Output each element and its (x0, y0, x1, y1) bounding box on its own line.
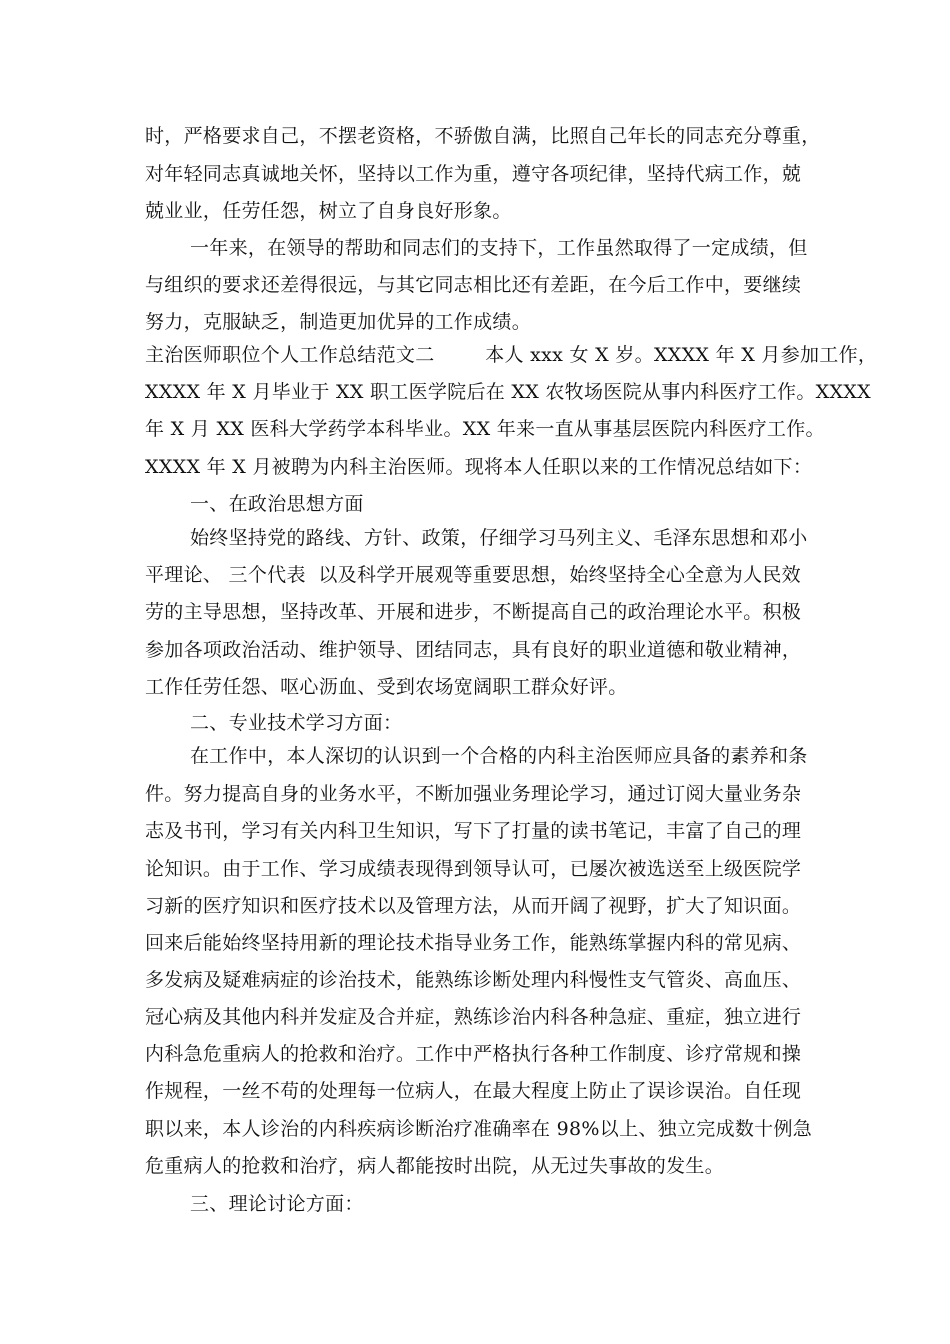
text-line: 始终坚持党的路线、方针、政策，仔细学习马列主义、毛泽东思想和邓小 (190, 527, 808, 549)
section-heading: 一、在政治思想方面 (190, 493, 364, 515)
text-line: 职以来，本人诊治的内科疾病诊断治疗准确率在 98%以上、独立完成数十例急 (145, 1118, 813, 1140)
text-line: 工作任劳任怨、呕心沥血、受到农场宽阔职工群众好评。 (145, 676, 628, 698)
text-line: 志及书刊，学习有关内科卫生知识，写下了打量的读书笔记，丰富了自己的理 (145, 820, 802, 842)
text-line: 一年来，在领导的帮助和同志们的支持下，工作虽然取得了一定成绩，但 (190, 237, 808, 259)
text-line: 习新的医疗知识和医疗技术以及管理方法，从而开阔了视野，扩大了知识面。 (145, 895, 802, 917)
text-line: 作规程，一丝不苟的处理每一位病人，在最大程度上防止了误诊误治。自任现 (145, 1080, 802, 1102)
text-line: XXXX 年 X 月毕业于 XX 职工医学院后在 XX 农牧场医院从事内科医疗工作。XXXX (145, 381, 871, 403)
text-line: 内科急危重病人的抢救和治疗。工作中严格执行各种工作制度、诊疗常规和操 (145, 1043, 802, 1065)
text-line: 件。努力提高自身的业务水平，不断加强业务理论学习，通过订阅大量业务杂 (145, 783, 802, 805)
text-line: 参加各项政治活动、维护领导、团结同志，具有良好的职业道德和敬业精神， (145, 639, 802, 661)
text-line: 对年轻同志真诚地关怀，坚持以工作为重，遵守各项纪律，坚持代病工作，兢 (145, 163, 802, 185)
text-line: 在工作中，本人深切的认识到一个合格的内科主治医师应具备的素养和条 (190, 745, 808, 767)
text-line: 努力，克服缺乏，制造更加优异的工作成绩。 (145, 311, 532, 333)
text-line: 危重病人的抢救和治疗，病人都能按时出院，从无过失事故的发生。 (145, 1155, 725, 1177)
section-heading: 三、理论讨论方面： (190, 1193, 364, 1215)
text-line: 多发病及疑难病症的诊治技术，能熟练诊断处理内科慢性支气管炎、高血压、 (145, 969, 802, 991)
text-line: 时，严格要求自己，不摆老资格，不骄傲自满，比照自己年长的同志充分尊重， (145, 125, 821, 147)
text-line: 冠心病及其他内科并发症及合并症，熟练诊治内科各种急症、重症，独立进行 (145, 1006, 802, 1028)
text-line: 与组织的要求还差得很远，与其它同志相比还有差距，在今后工作中，要继续 (145, 274, 802, 296)
text-line: 年 X 月 XX 医科大学药学本科毕业。XX 年来一直从事基层医院内科医疗工作。 (145, 418, 825, 440)
text-line: XXXX 年 X 月被聘为内科主治医师。现将本人任职以来的工作情况总结如下： (145, 456, 813, 478)
text-line: 回来后能始终坚持用新的理论技术指导业务工作，能熟练掌握内科的常见病、 (145, 932, 802, 954)
text-line: 兢业业，任劳任怨，树立了自身良好形象。 (145, 200, 512, 222)
text-line: 劳的主导思想，坚持改革、开展和进步，不断提高自己的政治理论水平。积极 (145, 601, 802, 623)
text-line: 平理论、 三个代表 以及科学开展观等重要思想，始终坚持全心全意为人民效 (145, 564, 801, 586)
text-line: 论知识。由于工作、学习成绩表现得到领导认可，已屡次被选送至上级医院学 (145, 858, 802, 880)
section-title-line: 主治医师职位个人工作总结范文二 本人 xxx 女 X 岁。XXXX 年 X 月参加工作， (145, 344, 878, 366)
section-heading: 二、专业技术学习方面： (190, 712, 403, 734)
